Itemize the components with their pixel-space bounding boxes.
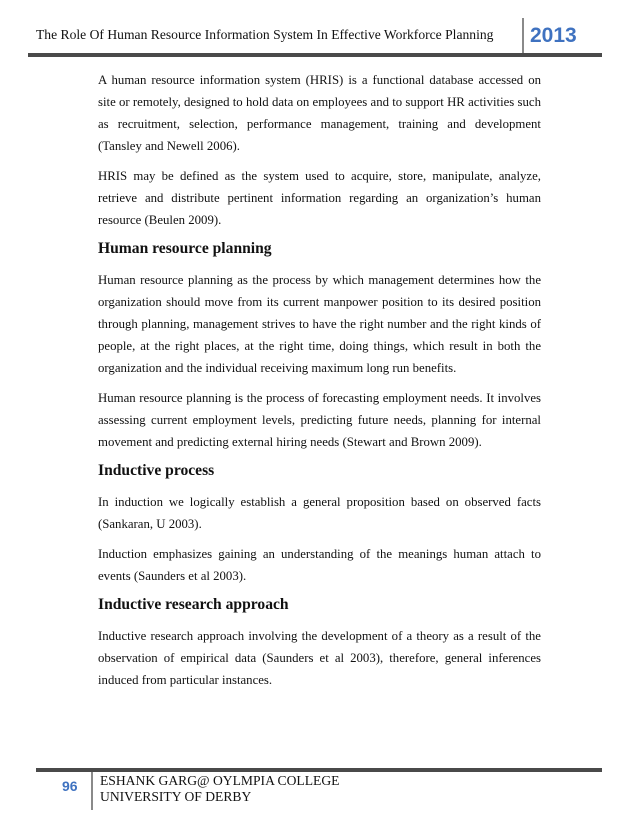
- paragraph-hrp-forecasting: Human resource planning is the process of forecasting employment needs. It involves assessing current employment levels, predicting future needs, planning for internal movement and predicting external hiring needs (Stewart and Brown 2009).: [98, 391, 541, 449]
- page-header: [0, 0, 638, 60]
- header-year: 2013: [530, 24, 577, 47]
- header-title: The Role Of Human Resource Information System In Effective Workforce Planning: [36, 27, 494, 42]
- footer-college: ESHANK GARG@ OYLMPIA COLLEGE: [100, 773, 340, 788]
- footer-university: UNIVERSITY OF DERBY: [100, 789, 252, 804]
- footer-text: [100, 773, 339, 805]
- header-divider: [522, 18, 524, 55]
- page-number: 96: [62, 778, 78, 794]
- header-rule: [28, 53, 602, 57]
- paragraph-induction-meanings: Induction emphasizes gaining an understanding of the meanings human attach to events (Saunders et al 2003).: [98, 547, 541, 583]
- heading-inductive-research-approach: Inductive research approach: [98, 596, 289, 613]
- footer-divider: [91, 772, 93, 810]
- paragraph-inductive-approach: Inductive research approach involving the development of a theory as a result of the observation of empirical data (Saunders et al 2003), therefore, general inferences induced from particular instances.: [98, 629, 541, 687]
- footer-rule: [36, 768, 602, 772]
- paragraph-hris-definition: A human resource information system (HRIS) is a functional database accessed on site or remotely, designed to hold data on employees and to support HR activities such as recruitment, selection, performance management, training and development (Tansley and Newell 2006).: [98, 73, 541, 153]
- heading-inductive-process: Inductive process: [98, 462, 215, 479]
- page-content: [98, 69, 541, 699]
- paragraph-induction: In induction we logically establish a general proposition based on observed facts (Sankaran, U 2003).: [98, 495, 541, 531]
- heading-human-resource-planning: Human resource planning: [98, 240, 272, 257]
- paragraph-hris-system: HRIS may be defined as the system used to acquire, store, manipulate, analyze, retrieve and distribute pertinent information regarding an organization’s human resource (Beulen 2009).: [98, 169, 541, 227]
- paragraph-hrp-process: Human resource planning as the process by which management determines how the organization should move from its current manpower position to its desired position through planning, management strives to have the right number and the right kinds of people, at the right places, at the right time, doing things, which result in both the organization and the individual receiving maximum long run benefits.: [98, 273, 541, 375]
